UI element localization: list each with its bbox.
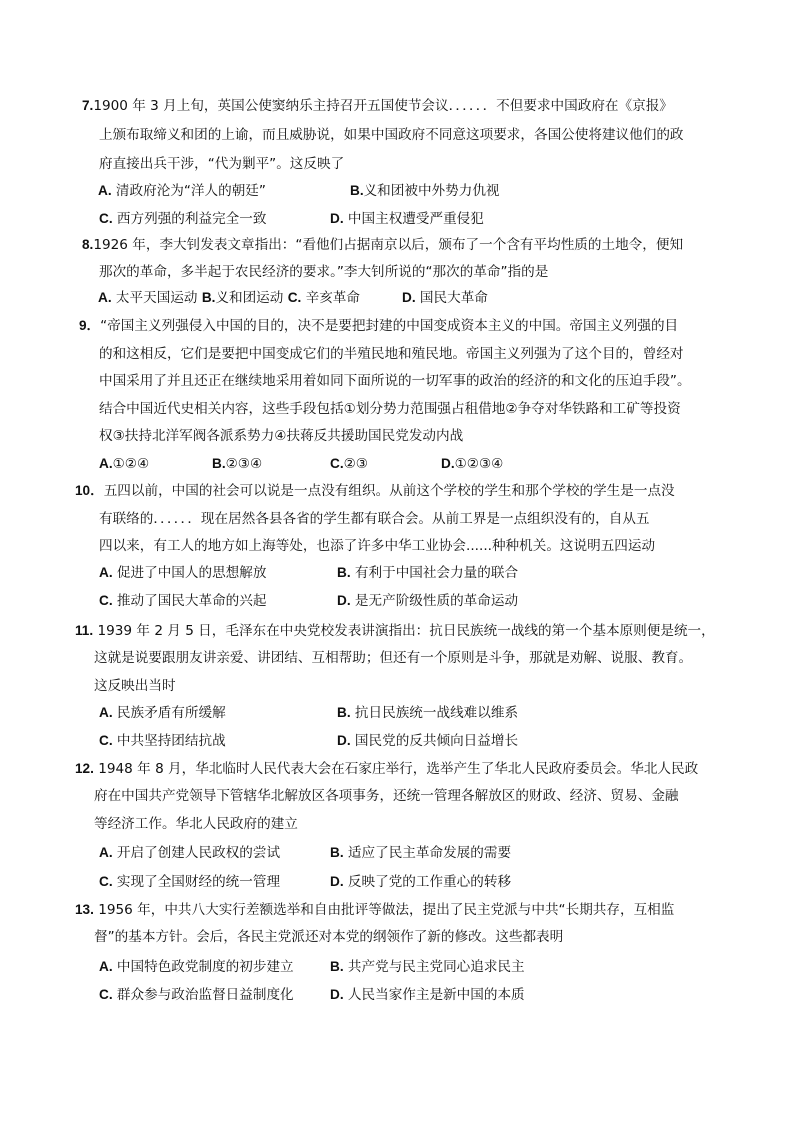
question-7-option-c[interactable]: C. 西方列强的利益完全一致 (99, 211, 267, 227)
question-7-line-1: 7.1900 年 3 月上旬，英国公使窦纳乐主持召开五国使节会议．．．．．．不但要求中国政府在《京报》 (82, 98, 673, 114)
question-13-option-a[interactable]: A. 中国特色政党制度的初步建立 (99, 959, 294, 975)
question-13-option-d[interactable]: D. 人民当家作主是新中国的本质 (330, 987, 525, 1003)
question-10-line-1: 10．五四以前，中国的社会可以说是一点没有组织。从前这个学校的学生和那个学校的学生是一点没 (75, 483, 675, 499)
question-9-option-d[interactable]: D.①②③④ (441, 456, 504, 472)
question-11-option-b[interactable]: B. 抗日民族统一战线难以维系 (337, 705, 519, 721)
question-7-line-3: 府直接出兵干涉，“代为剿平”。这反映了 (99, 156, 345, 172)
question-7-option-a[interactable]: A. 清政府沦为“洋人的朝廷” (98, 183, 266, 199)
question-8-option-a[interactable]: A. 太平天国运动 (98, 290, 198, 306)
question-11-line-2: 这就是说要跟朋友讲亲爱、讲团结、互相帮助；但还有一个原则是斗争，那就是劝解、说服、教育。 (94, 650, 693, 666)
question-11-option-c[interactable]: C. 中共坚持团结抗战 (99, 733, 226, 749)
question-12-line-2: 府在中国共产党领导下管辖华北解放区各项事务，还统一管理各解放区的财政、经济、贸易、金融 (94, 788, 679, 804)
question-12-option-b[interactable]: B. 适应了民主革命发展的需要 (330, 845, 512, 861)
question-12-option-a[interactable]: A. 开启了创建人民政权的尝试 (99, 845, 281, 861)
question-9-line-4: 结合中国近代史相关内容，这些手段包括①划分势力范围强占租借地②争夺对华铁路和工矿等投资 (99, 401, 681, 417)
question-12-option-c[interactable]: C. 实现了全国财经的统一管理 (99, 874, 281, 890)
question-9-option-a[interactable]: A.①②④ (99, 456, 150, 472)
question-8-options (98, 288, 360, 308)
question-10-line-3: 四以来，有工人的地方如上海等处，也添了许多中华工业协会......种种机关。这说明五四运动 (99, 538, 656, 554)
question-11-option-a[interactable]: A. 民族矛盾有所缓解 (99, 705, 226, 721)
question-13-option-b[interactable]: B. 共产党与民主党同心追求民主 (330, 959, 525, 975)
question-12-line-3: 等经济工作。华北人民政府的建立 (94, 816, 298, 832)
question-10-option-a[interactable]: A. 促进了中国人的思想解放 (99, 565, 267, 581)
question-10-option-c[interactable]: C. 推动了国民大革命的兴起 (99, 593, 267, 609)
question-12-line-1: 12. 1948 年 8 月，华北临时人民代表大会在石家庄举行，选举产生了华北人民政府委员会。华北人民政 (75, 761, 699, 777)
question-7-option-b[interactable]: B.义和团被中外势力仇视 (350, 183, 500, 199)
question-8-line-1: 8.1926 年，李大钊发表文章指出：“看他们占据南京以后，颁布了一个含有平均性质的土地令，便知 (82, 237, 684, 253)
question-12-option-d[interactable]: D. 反映了党的工作重心的转移 (330, 874, 512, 890)
question-13-line-1: 13. 1956 年，中共八大实行差额选举和自由批评等做法，提出了民主党派与中共“长期共存，互相监 (75, 902, 675, 918)
question-9-line-1: 9．“帝国主义列强侵入中国的目的，决不是要把封建的中国变成资本主义的中国。帝国主义列强的目 (79, 318, 679, 334)
question-8-option-c[interactable]: C. 辛亥革命 (287, 290, 360, 306)
question-10-line-2: 有联络的．．．．．．现在居然各县各省的学生都有联合会。从前工界是一点组织没有的，自从五 (99, 511, 650, 527)
question-10-option-b[interactable]: B. 有利于中国社会力量的联合 (337, 565, 519, 581)
question-10-option-d[interactable]: D. 是无产阶级性质的革命运动 (337, 593, 519, 609)
question-13-option-c[interactable]: C. 群众参与政治监督日益制度化 (99, 987, 294, 1003)
question-7-option-d[interactable]: D. 中国主权遭受严重侵犯 (330, 211, 484, 227)
question-8-option-d[interactable]: D. 国民大革命 (402, 290, 488, 306)
question-8-line-2: 那次的革命，多半起于农民经济的要求。”李大钊所说的“那次的革命”指的是 (99, 264, 549, 280)
question-8-option-b[interactable]: B.义和团运动 (201, 290, 284, 306)
question-13-line-2: 督”的基本方针。会后，各民主党派还对本党的纲领作了新的修改。这些都表明 (94, 929, 564, 945)
question-11-option-d[interactable]: D. 国民党的反共倾向日益增长 (337, 733, 519, 749)
question-11-line-3: 这反映出当时 (94, 678, 176, 694)
question-9-line-5: 权③扶持北洋军阀各派系势力④扶蒋反共援助国民党发动内战 (99, 428, 464, 444)
question-11-line-1: 11. 1939 年 2 月 5 日，毛泽东在中央党校发表讲演指出：抗日民族统一战线的第一个基本原则便是统一， (75, 623, 715, 639)
question-9-line-2: 的和这相反，它们是要把中国变成它们的半殖民地和殖民地。帝国主义列强为了这个目的，曾经对 (99, 346, 684, 362)
question-7-line-2: 上颁布取缔义和团的上谕，而且威胁说，如果中国政府不同意这项要求，各国公使将建议他们的政 (99, 127, 684, 143)
question-9-option-c[interactable]: C.②③ (330, 456, 368, 472)
question-9-option-b[interactable]: B.②③④ (212, 456, 263, 472)
question-9-line-3: 中国采用了并且还正在继续地采用着如同下面所说的一切军事的政治的经济的和文化的压迫手段”。 (99, 373, 691, 389)
